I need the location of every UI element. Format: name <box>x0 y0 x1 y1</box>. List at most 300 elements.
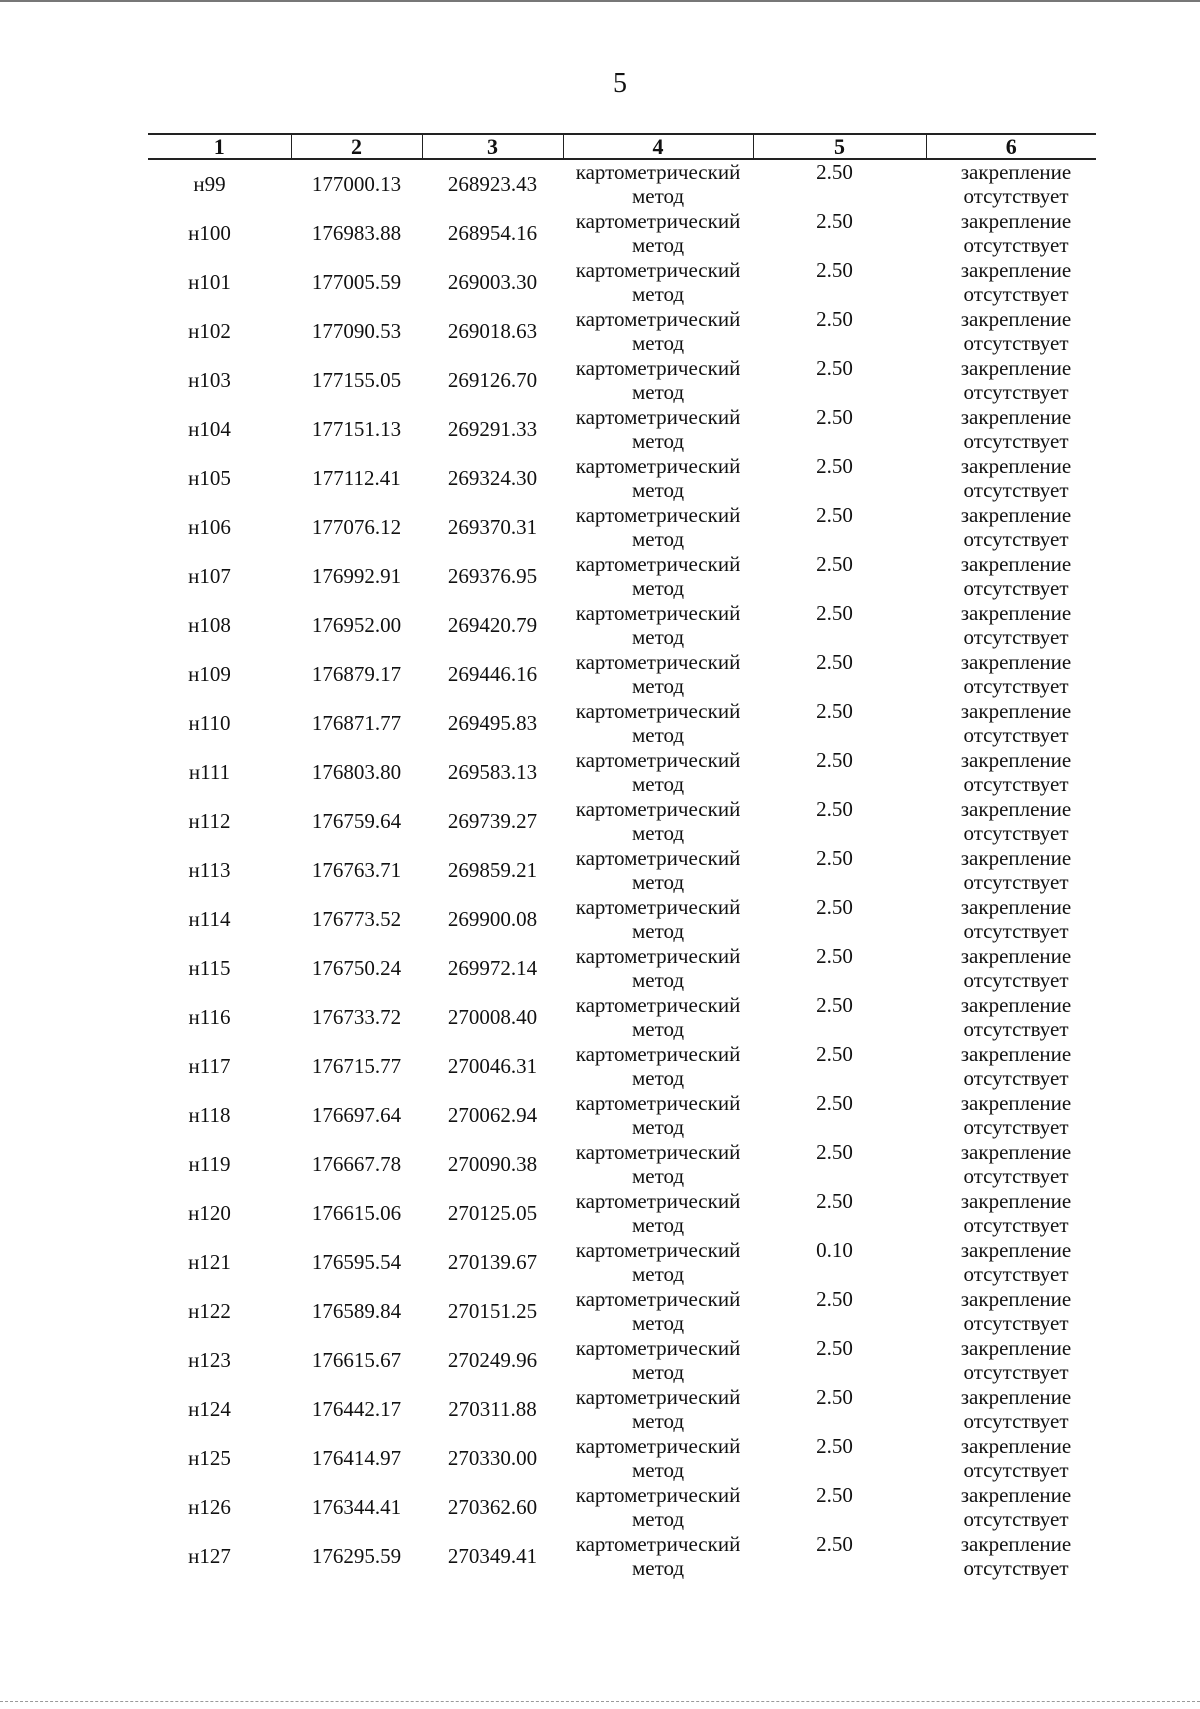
accuracy-value: 2.50 <box>816 944 853 968</box>
status-line-1: закрепление <box>960 356 1072 380</box>
bottom-border-line <box>0 1701 1200 1703</box>
header-col-1: 1 <box>148 134 291 159</box>
status-cell <box>926 993 1096 1042</box>
status-line-1: закрепление <box>960 895 1072 919</box>
method-cell <box>563 159 753 209</box>
status-line-2: отсутствует <box>963 331 1069 355</box>
status-line-1: закрепление <box>960 160 1072 184</box>
coordinate-x: 176589.84 <box>311 1299 402 1323</box>
point-id: н108 <box>188 613 231 637</box>
accuracy-value: 2.50 <box>816 1042 853 1066</box>
coordinate-x: 177151.13 <box>311 417 402 441</box>
table-row <box>148 748 1096 797</box>
status-cell <box>926 454 1096 503</box>
method-line-2: метод <box>631 1017 685 1041</box>
status-line-1: закрепление <box>960 552 1072 576</box>
method-line-2: метод <box>631 184 685 208</box>
status-cell <box>926 209 1096 258</box>
coordinate-y: 269376.95 <box>447 564 538 588</box>
method-line-2: метод <box>631 723 685 747</box>
status-line-2: отсутствует <box>963 184 1069 208</box>
table-row <box>148 1042 1096 1091</box>
accuracy-value: 2.50 <box>816 895 853 919</box>
coordinate-y: 269972.14 <box>447 956 538 980</box>
coordinate-y: 269126.70 <box>447 368 538 392</box>
status-cell <box>926 159 1096 209</box>
point-id: н117 <box>188 1054 231 1078</box>
coordinate-x: 176750.24 <box>311 956 402 980</box>
method-cell <box>563 258 753 307</box>
page-number: 5 <box>613 68 627 99</box>
table-row <box>148 895 1096 944</box>
point-id: н103 <box>188 368 231 392</box>
point-id: н100 <box>188 221 231 245</box>
coordinate-y: 270362.60 <box>447 1495 538 1519</box>
coordinate-x: 176697.64 <box>311 1103 402 1127</box>
accuracy-value: 2.50 <box>816 405 853 429</box>
accuracy-value: 2.50 <box>816 209 853 233</box>
coordinate-x: 176759.64 <box>311 809 402 833</box>
method-cell <box>563 356 753 405</box>
status-cell <box>926 846 1096 895</box>
table-row <box>148 1287 1096 1336</box>
point-id: н118 <box>188 1103 231 1127</box>
header-col-4: 4 <box>563 134 753 159</box>
status-line-1: закрепление <box>960 944 1072 968</box>
accuracy-value: 2.50 <box>816 160 853 184</box>
coordinate-x: 176715.77 <box>311 1054 402 1078</box>
coordinate-y: 270125.05 <box>447 1201 538 1225</box>
table-row <box>148 552 1096 601</box>
coordinate-x: 176983.88 <box>311 221 402 245</box>
method-line-1: картометрический <box>575 454 741 478</box>
table-row <box>148 1189 1096 1238</box>
status-line-1: закрепление <box>960 405 1072 429</box>
coordinate-y: 269495.83 <box>447 711 538 735</box>
method-line-2: метод <box>631 478 685 502</box>
accuracy-value: 2.50 <box>816 552 853 576</box>
point-id: н125 <box>188 1446 231 1470</box>
status-line-2: отсутствует <box>963 821 1069 845</box>
status-cell <box>926 1091 1096 1140</box>
accuracy-value: 2.50 <box>816 1434 853 1458</box>
status-line-2: отсутствует <box>963 723 1069 747</box>
method-line-1: картометрический <box>575 503 741 527</box>
accuracy-value: 2.50 <box>816 650 853 674</box>
status-line-2: отсутствует <box>963 527 1069 551</box>
coordinate-x: 176595.54 <box>311 1250 402 1274</box>
method-cell <box>563 1140 753 1189</box>
status-line-1: закрепление <box>960 748 1072 772</box>
table-row <box>148 405 1096 454</box>
status-line-2: отсутствует <box>963 576 1069 600</box>
table-row <box>148 1483 1096 1532</box>
coordinate-y: 269018.63 <box>447 319 538 343</box>
status-cell <box>926 1385 1096 1434</box>
status-line-1: закрепление <box>960 1042 1072 1066</box>
coordinate-x: 177112.41 <box>312 466 401 490</box>
status-cell <box>926 748 1096 797</box>
point-id: н126 <box>188 1495 231 1519</box>
status-cell <box>926 503 1096 552</box>
accuracy-value: 2.50 <box>816 601 853 625</box>
point-id: н127 <box>188 1544 231 1568</box>
status-line-1: закрепление <box>960 797 1072 821</box>
method-cell <box>563 1434 753 1483</box>
method-line-1: картометрический <box>575 797 741 821</box>
method-cell <box>563 307 753 356</box>
method-line-1: картометрический <box>575 895 741 919</box>
method-line-2: метод <box>631 821 685 845</box>
status-line-2: отсутствует <box>963 1311 1069 1335</box>
coordinate-y: 268923.43 <box>447 172 538 196</box>
status-line-1: закрепление <box>960 209 1072 233</box>
status-line-2: отсутствует <box>963 625 1069 649</box>
accuracy-value: 2.50 <box>816 1189 853 1213</box>
method-line-2: метод <box>631 1311 685 1335</box>
status-line-1: закрепление <box>960 258 1072 282</box>
point-id: н123 <box>188 1348 231 1372</box>
status-line-1: закрепление <box>960 1336 1072 1360</box>
table-row <box>148 1385 1096 1434</box>
method-line-2: метод <box>631 1066 685 1090</box>
table-header <box>148 134 1096 159</box>
coordinate-x: 177076.12 <box>311 515 402 539</box>
coordinate-x: 176667.78 <box>311 1152 402 1176</box>
status-cell <box>926 944 1096 993</box>
method-line-2: метод <box>631 1458 685 1482</box>
status-line-1: закрепление <box>960 846 1072 870</box>
method-cell <box>563 1287 753 1336</box>
table-row <box>148 1532 1096 1581</box>
method-line-2: метод <box>631 233 685 257</box>
status-cell <box>926 895 1096 944</box>
method-cell <box>563 1483 753 1532</box>
coordinate-y: 270349.41 <box>447 1544 538 1568</box>
coordinate-x: 176442.17 <box>311 1397 402 1421</box>
table-row <box>148 356 1096 405</box>
status-line-1: закрепление <box>960 993 1072 1017</box>
status-line-2: отсутствует <box>963 1556 1069 1580</box>
coordinate-y: 269003.30 <box>447 270 538 294</box>
method-line-1: картометрический <box>575 1189 741 1213</box>
table-row <box>148 993 1096 1042</box>
table-row <box>148 209 1096 258</box>
point-id: н114 <box>188 907 231 931</box>
method-line-1: картометрический <box>575 1091 741 1115</box>
method-line-1: картометрический <box>575 650 741 674</box>
accuracy-value: 2.50 <box>816 1385 853 1409</box>
table-row <box>148 1238 1096 1287</box>
coordinate-y: 269446.16 <box>447 662 538 686</box>
coordinate-x: 177000.13 <box>311 172 402 196</box>
coordinate-y: 269583.13 <box>447 760 538 784</box>
coordinate-y: 270008.40 <box>447 1005 538 1029</box>
status-line-2: отсутствует <box>963 1360 1069 1384</box>
point-id: н110 <box>188 711 231 735</box>
header-col-3: 3 <box>422 134 563 159</box>
method-cell <box>563 944 753 993</box>
header-col-6: 6 <box>926 134 1096 159</box>
status-cell <box>926 307 1096 356</box>
method-line-1: картометрический <box>575 601 741 625</box>
status-line-2: отсутствует <box>963 1164 1069 1188</box>
coordinate-x: 176733.72 <box>311 1005 402 1029</box>
status-cell <box>926 1042 1096 1091</box>
method-line-2: метод <box>631 1507 685 1531</box>
method-line-1: картометрический <box>575 552 741 576</box>
coordinate-x: 176871.77 <box>311 711 402 735</box>
table-row <box>148 503 1096 552</box>
status-cell <box>926 650 1096 699</box>
method-line-1: картометрический <box>575 307 741 331</box>
point-id: н102 <box>188 319 231 343</box>
method-line-2: метод <box>631 1115 685 1139</box>
accuracy-value: 2.50 <box>816 993 853 1017</box>
method-line-1: картометрический <box>575 160 741 184</box>
point-id: н115 <box>188 956 231 980</box>
method-cell <box>563 1189 753 1238</box>
coordinate-y: 268954.16 <box>447 221 538 245</box>
method-line-2: метод <box>631 1360 685 1384</box>
table-body <box>148 159 1096 1581</box>
coordinate-y: 269291.33 <box>447 417 538 441</box>
status-line-2: отсутствует <box>963 1066 1069 1090</box>
method-cell <box>563 1042 753 1091</box>
accuracy-value: 2.50 <box>816 846 853 870</box>
method-line-1: картометрический <box>575 1483 741 1507</box>
method-line-1: картометрический <box>575 1385 741 1409</box>
method-cell <box>563 1336 753 1385</box>
coordinate-x: 176414.97 <box>311 1446 402 1470</box>
coordinate-y: 270151.25 <box>447 1299 538 1323</box>
table-row <box>148 1140 1096 1189</box>
method-cell <box>563 552 753 601</box>
status-line-1: закрепление <box>960 1532 1072 1556</box>
coordinates-table <box>148 133 1096 1581</box>
method-line-2: метод <box>631 429 685 453</box>
status-cell <box>926 699 1096 748</box>
status-line-2: отсутствует <box>963 282 1069 306</box>
status-line-1: закрепление <box>960 1483 1072 1507</box>
status-line-2: отсутствует <box>963 1409 1069 1433</box>
status-line-1: закрепление <box>960 601 1072 625</box>
point-id: н116 <box>188 1005 231 1029</box>
method-cell <box>563 405 753 454</box>
method-cell <box>563 748 753 797</box>
accuracy-value: 0.10 <box>816 1238 853 1262</box>
coordinate-x: 176615.06 <box>311 1201 402 1225</box>
point-id: н124 <box>188 1397 231 1421</box>
accuracy-value: 2.50 <box>816 258 853 282</box>
method-line-2: метод <box>631 1213 685 1237</box>
method-line-1: картометрический <box>575 1042 741 1066</box>
status-line-2: отсутствует <box>963 380 1069 404</box>
coordinate-y: 270249.96 <box>447 1348 538 1372</box>
method-line-2: метод <box>631 1164 685 1188</box>
table-row <box>148 258 1096 307</box>
method-line-1: картометрический <box>575 699 741 723</box>
status-cell <box>926 405 1096 454</box>
table-row <box>148 1434 1096 1483</box>
method-line-2: метод <box>631 1556 685 1580</box>
table-row <box>148 454 1096 503</box>
coordinate-y: 269420.79 <box>447 613 538 637</box>
point-id: н99 <box>193 172 226 196</box>
point-id: н113 <box>188 858 231 882</box>
coordinate-y: 269859.21 <box>447 858 538 882</box>
status-line-1: закрепление <box>960 1385 1072 1409</box>
table-row <box>148 1091 1096 1140</box>
accuracy-value: 2.50 <box>816 1140 853 1164</box>
status-cell <box>926 1287 1096 1336</box>
method-line-1: картометрический <box>575 846 741 870</box>
status-line-2: отсутствует <box>963 772 1069 796</box>
status-cell <box>926 1483 1096 1532</box>
method-cell <box>563 454 753 503</box>
coordinate-y: 269900.08 <box>447 907 538 931</box>
status-line-1: закрепление <box>960 454 1072 478</box>
status-line-2: отсутствует <box>963 1017 1069 1041</box>
coordinate-x: 176763.71 <box>311 858 402 882</box>
status-line-1: закрепление <box>960 1140 1072 1164</box>
status-cell <box>926 258 1096 307</box>
method-line-2: метод <box>631 527 685 551</box>
table-row <box>148 797 1096 846</box>
status-line-1: закрепление <box>960 650 1072 674</box>
status-cell <box>926 356 1096 405</box>
accuracy-value: 2.50 <box>816 1336 853 1360</box>
method-cell <box>563 209 753 258</box>
point-id: н112 <box>188 809 231 833</box>
status-line-2: отсутствует <box>963 870 1069 894</box>
accuracy-value: 2.50 <box>816 797 853 821</box>
coordinate-x: 177090.53 <box>311 319 402 343</box>
status-line-1: закрепление <box>960 307 1072 331</box>
status-line-2: отсутствует <box>963 478 1069 502</box>
table-row <box>148 601 1096 650</box>
coordinate-x: 176295.59 <box>311 1544 402 1568</box>
point-id: н111 <box>188 760 231 784</box>
status-line-2: отсутствует <box>963 233 1069 257</box>
table-row <box>148 159 1096 209</box>
coordinate-y: 270330.00 <box>447 1446 538 1470</box>
status-cell <box>926 797 1096 846</box>
status-cell <box>926 601 1096 650</box>
method-cell <box>563 846 753 895</box>
method-cell <box>563 895 753 944</box>
point-id: н109 <box>188 662 231 686</box>
table-row <box>148 307 1096 356</box>
coordinate-x: 177155.05 <box>311 368 402 392</box>
method-line-2: метод <box>631 1409 685 1433</box>
coordinate-x: 176803.80 <box>311 760 402 784</box>
method-cell <box>563 1385 753 1434</box>
point-id: н104 <box>188 417 231 441</box>
table-row <box>148 650 1096 699</box>
method-line-1: картометрический <box>575 1238 741 1262</box>
method-line-2: метод <box>631 919 685 943</box>
status-cell <box>926 1532 1096 1581</box>
method-line-2: метод <box>631 331 685 355</box>
status-line-1: закрепление <box>960 503 1072 527</box>
status-line-2: отсутствует <box>963 1458 1069 1482</box>
status-line-2: отсутствует <box>963 1115 1069 1139</box>
point-id: н107 <box>188 564 231 588</box>
status-line-1: закрепление <box>960 1287 1072 1311</box>
header-col-2: 2 <box>291 134 422 159</box>
coordinate-y: 269370.31 <box>447 515 538 539</box>
status-line-2: отсутствует <box>963 968 1069 992</box>
accuracy-value: 2.50 <box>816 1287 853 1311</box>
coordinate-y: 269739.27 <box>447 809 538 833</box>
status-line-2: отсутствует <box>963 919 1069 943</box>
status-line-2: отсутствует <box>963 674 1069 698</box>
accuracy-value: 2.50 <box>816 503 853 527</box>
coordinate-x: 176344.41 <box>311 1495 402 1519</box>
method-line-2: метод <box>631 968 685 992</box>
point-id: н120 <box>188 1201 231 1225</box>
method-cell <box>563 993 753 1042</box>
method-line-2: метод <box>631 625 685 649</box>
method-line-2: метод <box>631 1262 685 1286</box>
point-id: н106 <box>188 515 231 539</box>
status-cell <box>926 1434 1096 1483</box>
coordinate-x: 176773.52 <box>311 907 402 931</box>
status-line-2: отсутствует <box>963 429 1069 453</box>
point-id: н121 <box>188 1250 231 1274</box>
coordinate-x: 176992.91 <box>311 564 402 588</box>
method-cell <box>563 1532 753 1581</box>
point-id: н119 <box>188 1152 231 1176</box>
status-line-1: закрепление <box>960 1238 1072 1262</box>
method-line-1: картометрический <box>575 1140 741 1164</box>
accuracy-value: 2.50 <box>816 454 853 478</box>
accuracy-value: 2.50 <box>816 1532 853 1556</box>
table-row <box>148 699 1096 748</box>
status-cell <box>926 1238 1096 1287</box>
accuracy-value: 2.50 <box>816 307 853 331</box>
point-id: н105 <box>188 466 231 490</box>
method-line-1: картометрический <box>575 1336 741 1360</box>
table-row <box>148 944 1096 993</box>
method-line-2: метод <box>631 674 685 698</box>
coordinate-y: 270046.31 <box>447 1054 538 1078</box>
accuracy-value: 2.50 <box>816 699 853 723</box>
method-line-2: метод <box>631 380 685 404</box>
status-cell <box>926 1140 1096 1189</box>
point-id: н101 <box>188 270 231 294</box>
method-cell <box>563 797 753 846</box>
status-line-1: закрепление <box>960 1189 1072 1213</box>
method-line-1: картометрический <box>575 405 741 429</box>
method-line-2: метод <box>631 576 685 600</box>
accuracy-value: 2.50 <box>816 1091 853 1115</box>
method-cell <box>563 601 753 650</box>
coordinate-y: 270139.67 <box>447 1250 538 1274</box>
method-line-2: метод <box>631 282 685 306</box>
status-line-2: отсутствует <box>963 1213 1069 1237</box>
coordinate-x: 176615.67 <box>311 1348 402 1372</box>
accuracy-value: 2.50 <box>816 748 853 772</box>
method-line-1: картометрический <box>575 993 741 1017</box>
status-line-2: отсутствует <box>963 1262 1069 1286</box>
method-cell <box>563 1091 753 1140</box>
point-id: н122 <box>188 1299 231 1323</box>
table-row <box>148 846 1096 895</box>
method-line-1: картометрический <box>575 209 741 233</box>
status-line-1: закрепление <box>960 1091 1072 1115</box>
